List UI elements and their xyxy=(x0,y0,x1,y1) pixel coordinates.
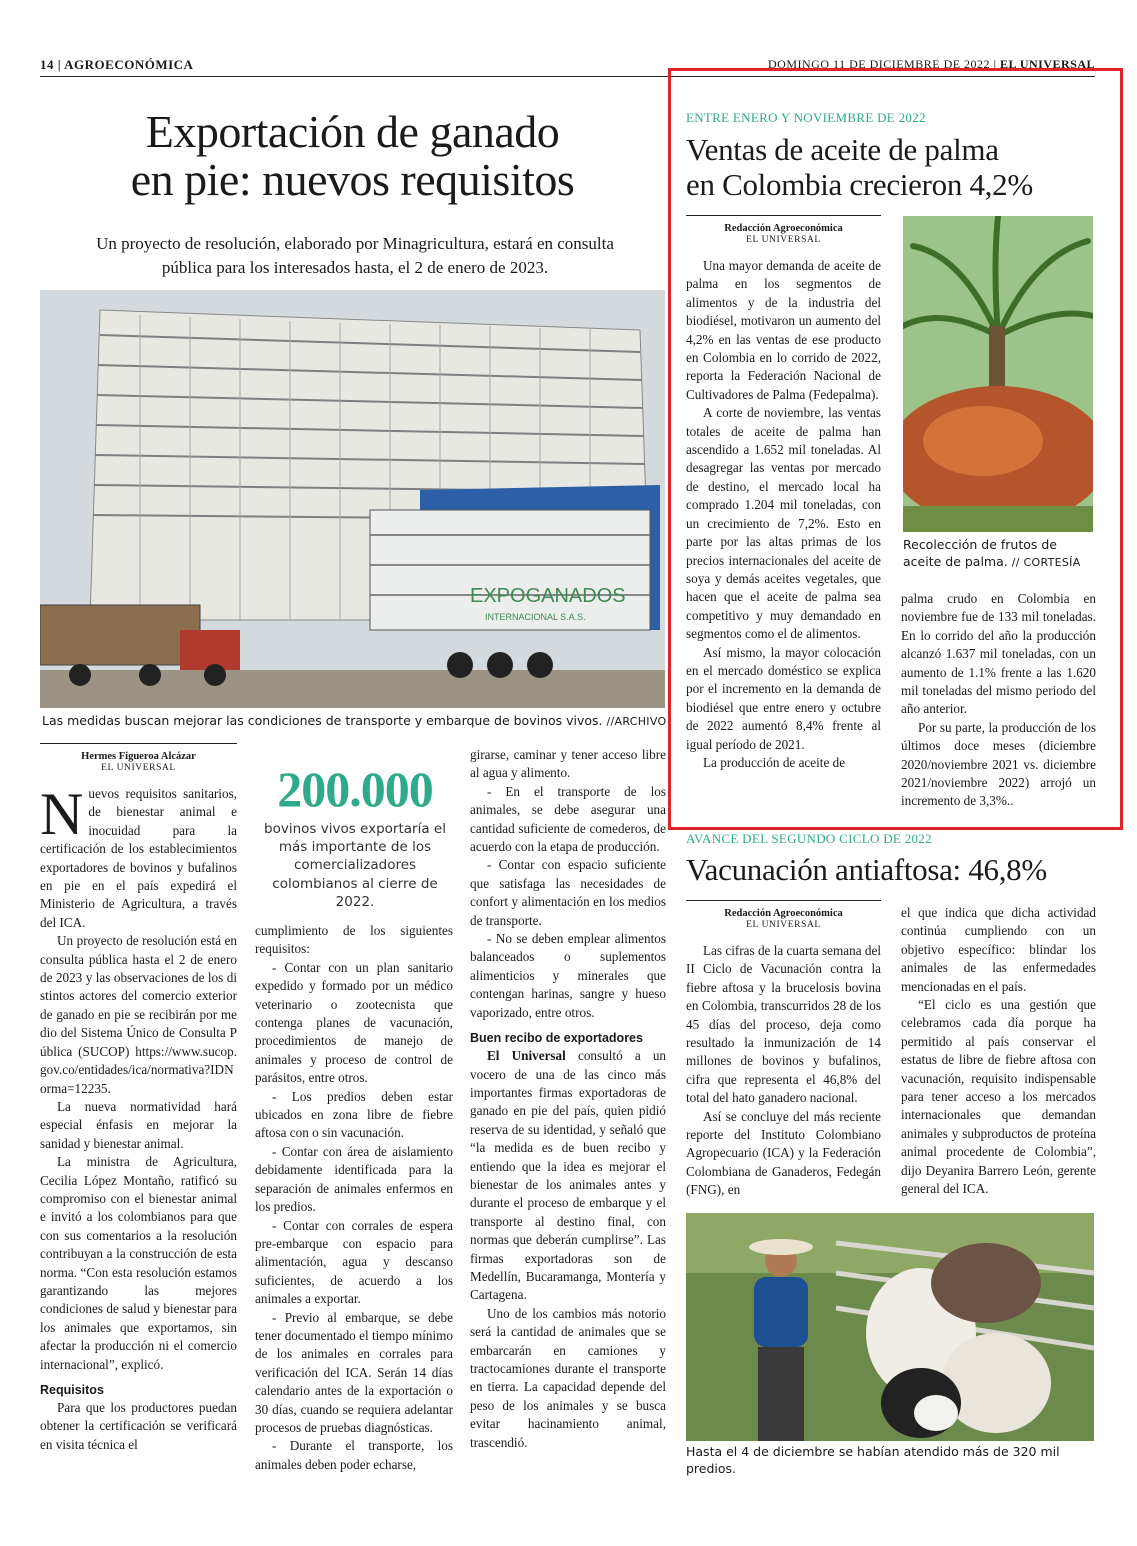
vaccine-col-1 xyxy=(686,900,881,1200)
main-col-2 xyxy=(255,922,453,1474)
main-byline xyxy=(40,750,237,775)
byline-rule xyxy=(686,215,881,216)
cattle-photo-caption: Hasta el 4 de diciembre se habían atendido más de 320 mil predios. xyxy=(686,1444,1060,1476)
paragraph-text: consultó a un vocero de una de las cinco más importantes firmas exportadoras de ganado en pie del país, quien pidió reserva de su identidad, y señaló que “la medida es de buen recibo y entiendo que la idea es mejorar el bienestar de los animales antes y durante el proceso de embarque y el transporte al destino final, con normas que deberán cumplirse”. Las firmas exportadoras son de Medellín, Bucaramanga, Montería y Cartagena. xyxy=(470,1048,667,1303)
palm-col-2 xyxy=(901,590,1096,811)
paragraph: cumplimiento de los siguientes requisitos: xyxy=(255,923,453,957)
photo-credit: //ARCHIVO xyxy=(606,715,667,728)
paragraph: girarse, caminar y tener acceso libre al agua y alimento. xyxy=(470,747,666,781)
vaccine-byline xyxy=(686,907,881,932)
page-number: 14 xyxy=(40,57,54,72)
main-col-3 xyxy=(470,746,666,1452)
paragraph: Por su parte, la producción de los últimos doce meses (diciembre 2020/noviembre 2021 vs. diciembre 2021/noviembre 2022) arrojó un incremento de 3,3%.. xyxy=(901,719,1096,809)
headline-line-1: Ventas de aceite de palma xyxy=(686,132,999,167)
paragraph: - Los predios deben estar ubicados en zona libre de fiebre aftosa con o sin vacunación. xyxy=(255,1088,453,1141)
author-org: EL UNIVERSAL xyxy=(746,235,821,246)
author-org: EL UNIVERSAL xyxy=(101,763,176,774)
paragraph: Para que los productores puedan obtener la certificación se verificará en visita técnica el xyxy=(40,1400,237,1452)
paragraph: Las cifras de la cuarta semana del II Ciclo de Vacunación contra la fiebre aftosa y la brucelosis bovina en Colombia, transcurridos 28 de los 45 días del proceso, deja como resultado la inmunización de 14 millones de bovinos y bufalinos, cifra que representa el 46,8% del total del hato ganadero nacional. xyxy=(686,943,881,1106)
section-name: AGROECONÓMICA xyxy=(64,57,194,72)
stat-number: 200.000 xyxy=(277,761,433,817)
paragraph: - Previo al embarque, se debe tener documentado el tiempo mínimo de los animales en corrales para verificación del ICA. Serán 14 días calendario antes de la exportación o 30 días, cuando se requiera adelantar procesos de pruebas diagnósticas. xyxy=(255,1309,453,1435)
main-col-1 xyxy=(40,743,237,1454)
main-subhead: Un proyecto de resolución, elaborado por Minagricultura, estará en consulta pública para los interesados hasta, el 2 de enero de 2023. xyxy=(96,234,614,277)
palm-photo-caption xyxy=(903,537,1098,571)
headline-line-1: Exportación de ganado xyxy=(145,106,560,157)
paragraph: - No se deben emplear alimentos balanceados o suplementos alimenticios y minerales que contengan harinas, sangre y hueso vaporizado, entre otros. xyxy=(470,931,666,1020)
byline-rule xyxy=(40,743,237,744)
paragraph: Una mayor demanda de aceite de palma en los segmentos de alimentos y de la industria del biodiésel, motivaron un aumento del 4,2% en las ventas de ese producto en Colombia en lo corrido de 2022, reporta la Federación Nacional de Cultivadores de Palma (Fedepalma). xyxy=(686,258,881,402)
paragraph: - Contar con un plan sanitario expedido y formado por un médico veterinario o zootecnista que contenga planes de vacunación, procedimientos de manejo de animales y proceso de control de parásitos, entre otros. xyxy=(255,959,453,1086)
paragraph: La producción de aceite de xyxy=(703,754,846,770)
newspaper-mention: El Universal xyxy=(487,1048,566,1064)
palm-photo xyxy=(903,216,1093,532)
paragraph: - En el transporte de los animales, se debe asegurar una cantidad suficiente de comederos, de acuerdo con la etapa de producción. xyxy=(470,783,666,855)
paragraph: - Contar con área de aislamiento debidamente identificada para la separación de animales enfermos en los predios. xyxy=(255,1143,453,1215)
paragraph: La nueva normatividad hará especial énfasis en mejorar la sanidad y bienestar animal. xyxy=(40,1098,237,1151)
trailer-logo-subtext: INTERNACIONAL S.A.S. xyxy=(485,612,586,622)
vaccine-col-2 xyxy=(901,904,1096,1199)
issue-date: DOMINGO 11 DE DICIEMBRE DE 2022 xyxy=(768,57,991,71)
headline-line-2: en pie: nuevos requisitos xyxy=(130,154,575,206)
palm-headline xyxy=(686,133,1106,202)
paragraph: palma crudo en Colombia en noviembre fue de 133 mil toneladas. En lo corrido del año la producción alcanzó 1.637 mil toneladas, con un aumento de 1.1% frente a las 1.620 mil toneladas del mismo periodo del año anterior. xyxy=(901,591,1096,717)
headline-line-2: en Colombia crecieron 4,2% xyxy=(686,166,1033,202)
page-dateline: DOMINGO 11 DE DICIEMBRE DE 2022 | EL UNIVERSAL xyxy=(768,57,1095,71)
paragraph: La ministra de Agricultura, Cecilia López Montaño, ratificó su compromiso con el bienestar animal e invitó a los colombianos para que con sus comentarios a la resolución contribuyan a la construcción de esta norma. “Con esta resolución estamos garantizando las mejores condiciones de salud y bienestar para los animales que exportamos, sin afectar la producción ni el comercio internacional”, explicó. xyxy=(40,1154,237,1372)
vaccine-headline: Vacunación antiaftosa: 46,8% xyxy=(686,852,1047,887)
byline-rule xyxy=(686,900,881,901)
trailer-logo-text: EXPOGANADOS xyxy=(470,585,626,607)
author-name: Hermes Figueroa Alcázar xyxy=(81,751,196,762)
palm-kicker: ENTRE ENERO Y NOVIEMBRE DE 2022 xyxy=(686,110,926,125)
section-subtitle: Buen recibo de exportadores xyxy=(470,1031,643,1046)
author-name: Redacción Agroeconómica xyxy=(724,908,843,919)
palm-col-1 xyxy=(686,215,881,772)
paragraph: “El ciclo es una gestión que celebramos cada día porque ha permitido al país conservar el estatus de libre de fiebre aftosa con vacunación, requisito indispensable para tener acceso a los mercados internacionales que demandan animales y subproductos de proteína animal procedente de Colombia”, dijo Deyanira Barrero León, gerente general del ICA. xyxy=(901,997,1096,1197)
page-section: 14 | AGROECONÓMICA xyxy=(40,57,194,72)
palm-illustration xyxy=(903,216,1093,532)
cattle-illustration xyxy=(686,1213,1094,1441)
author-name: Redacción Agroeconómica xyxy=(724,223,843,234)
ship-photo xyxy=(40,290,665,708)
section-subtitle: Requisitos xyxy=(40,1383,104,1397)
paragraph: Un proyecto de resolución está en consulta pública hasta el 2 de enero de 2023 y las observaciones de los distintos actores del comercio exterior de ganado en pie se recibirán por medio del Sistema Único de Consulta Pública (SUCOP) https://www.sucop.gov.co/entidades/ica/normativa?IDNorma=12235. xyxy=(40,933,237,1096)
main-headline xyxy=(40,108,665,205)
cattle-photo xyxy=(686,1213,1094,1441)
paragraph: Así se concluye del más reciente reporte del Instituto Colombiano Agropecuario (ICA) y la Federación Colombiana de Ganaderos, Fedegán (FNG), en xyxy=(686,1108,881,1198)
palm-byline xyxy=(686,222,881,247)
author-org: EL UNIVERSAL xyxy=(746,920,821,931)
photo-credit: // CORTESÍA xyxy=(1011,555,1081,569)
paragraph: Uno de los cambios más notorio será la cantidad de animales que se embarcarán en camiones y tractocamiones durante el transporte en tierra. La capacidad depende del peso de los animales y se busca evitar hacinamiento animal, trascendió. xyxy=(470,1305,666,1450)
ship-illustration xyxy=(40,290,665,708)
vaccine-kicker: AVANCE DEL SEGUNDO CICLO DE 2022 xyxy=(686,831,932,846)
paragraph: Así mismo, la mayor colocación en el mercado doméstico se explica por el incremento en la demanda de biodiésel que entre enero y octubre de 2022 aumentó 8,4% frente al igual período de 2021. xyxy=(686,644,881,752)
paragraph: A corte de noviembre, las ventas totales de aceite de palma han ascendido a 1.652 mil toneladas. Al desagregar las ventas por mercado de destino, el mercado local ha comprado 1.204 mil toneladas, con un crecimiento de 7,2%. Esto en parte por las altas primas de los precios internacionales del aceite de soya y demás aceites vegetales, que hacen que el aceite de palma sea competitivo y muy demandado en segmentos como el de alimentos. xyxy=(686,405,881,642)
paragraph: - Contar con espacio suficiente que satisfaga las necesidades de confort y alimentación en los medios de transporte. xyxy=(470,857,666,928)
caption-text: Recolección de frutos de aceite de palma. xyxy=(903,537,1057,569)
caption-text: Las medidas buscan mejorar las condiciones de transporte y embarque de bovinos vivos. xyxy=(42,713,603,728)
paragraph: el que indica que dicha actividad continúa cumpliendo con un objetivo específico: blindar los animales de las enfermedades mencionadas en el país. xyxy=(901,905,1096,994)
stat-description: bovinos vivos exportaría el más importante de los comercializadores colombianos al cierre de 2022. xyxy=(264,821,446,910)
newspaper-name: EL UNIVERSAL xyxy=(999,57,1095,71)
paragraph: uevos requisitos sanitarios, de bienestar animal e inocuidad para la certificación de los establecimientos exportadores de bovinos y bufalinos en pie en el país expedirá el Ministerio de Agricultura, a través del ICA. xyxy=(40,786,237,930)
paragraph: - Contar con corrales de espera pre-embarque con espacio para alimentación, agua y descanso suficientes, de acuerdo a los animales a exportar. xyxy=(255,1217,453,1307)
paragraph: - Durante el transporte, los animales deben poder echarse, xyxy=(255,1438,453,1472)
ship-photo-caption xyxy=(42,713,667,730)
drop-cap: N xyxy=(40,781,84,847)
paragraph xyxy=(470,1047,666,1305)
